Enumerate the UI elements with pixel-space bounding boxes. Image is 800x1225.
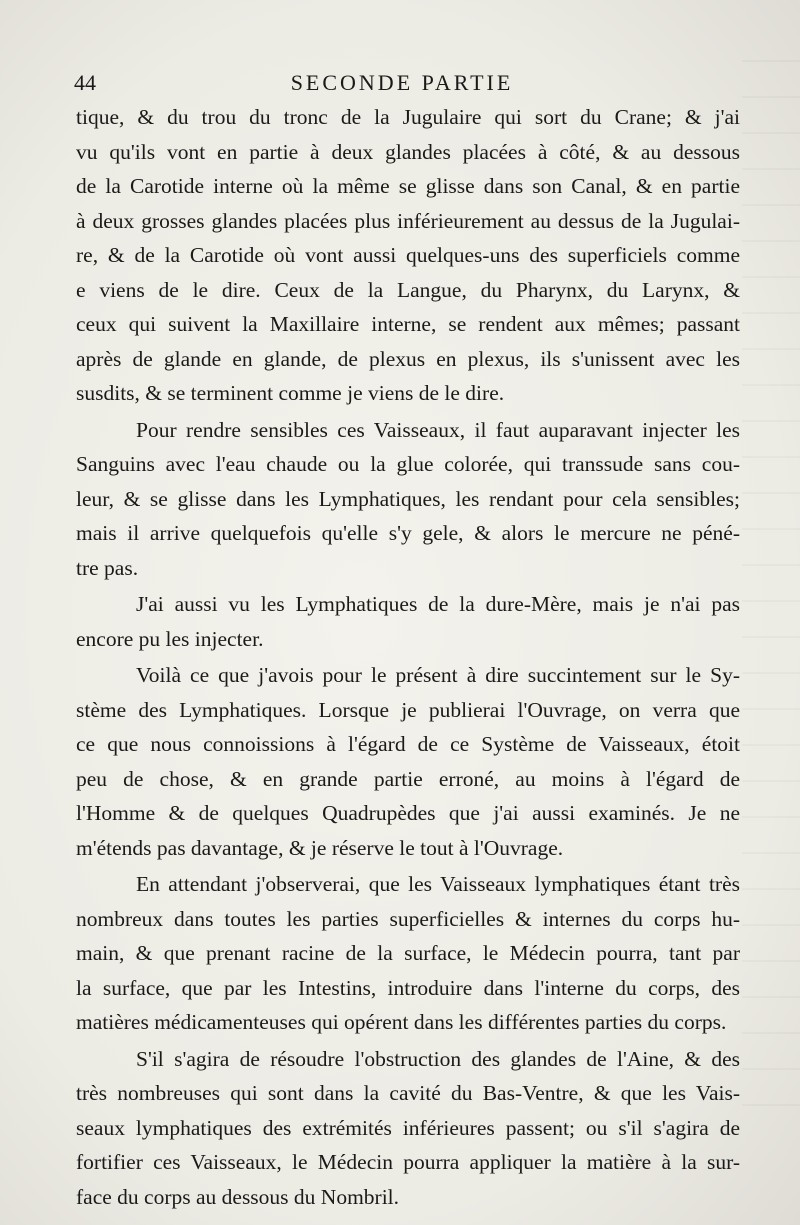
text-line: m'étends pas davantage, & je réserve le tout à l'Ouvrage.	[76, 835, 564, 860]
text-line: leur, & se glisse dans les Lymphatiques, les rendant pour cela sensibles;	[76, 486, 740, 511]
paragraph	[76, 100, 740, 411]
text-line: Voilà ce que j'avois pour le présent à dire succintement sur le Sy-	[136, 663, 740, 687]
body-text	[76, 100, 740, 1214]
text-line: ceux qui suivent la Maxillaire interne, se rendent aux mêmes; passant	[76, 312, 740, 336]
text-line: Sanguins avec l'eau chaude ou la glue colorée, qui transsude sans cou-	[76, 452, 740, 476]
text-line: mais il arrive quelquefois qu'elle s'y gele, & alors le mercure ne péné-	[76, 521, 740, 545]
text-line: re, & de la Carotide où vont aussi quelques-uns des superficiels comme	[76, 243, 740, 267]
show-through-shadow	[742, 60, 800, 1140]
text-line: main, & que prenant racine de la surface, le Médecin pourra, tant par	[76, 941, 740, 965]
text-line: ce que nous connoissions à l'égard de ce Système de Vaisseaux, étoit	[76, 732, 740, 756]
paragraph	[76, 658, 740, 865]
text-line: Pour rendre sensibles ces Vaisseaux, il faut auparavant injecter les	[136, 417, 740, 442]
page-header	[74, 70, 730, 100]
text-line: encore pu les injecter.	[76, 626, 264, 651]
paragraph	[76, 1042, 740, 1215]
running-title: SECONDE PARTIE	[290, 70, 514, 95]
text-line: tique, & du trou du tronc de la Jugulaire qui sort du Crane; & j'ai	[76, 105, 740, 129]
text-line: de la Carotide interne où la même se glisse dans son Canal, & en partie	[76, 174, 740, 198]
text-line: face du corps au dessous du Nombril.	[76, 1184, 400, 1209]
text-line: e viens de le dire. Ceux de la Langue, du Pharynx, du Larynx, &	[76, 277, 740, 302]
text-line: En attendant j'observerai, que les Vaisseaux lymphatiques étant très	[136, 872, 740, 896]
text-line: peu de chose, & en grande partie erroné, au moins à l'égard de	[76, 766, 740, 791]
paragraph	[76, 587, 740, 656]
text-line: très nombreuses qui sont dans la cavité du Bas-Ventre, & que les Vais-	[76, 1081, 740, 1105]
text-line: fortifier ces Vaisseaux, le Médecin pourra appliquer la matière à la sur-	[76, 1150, 740, 1174]
text-line: après de glande en glande, de plexus en plexus, ils s'unissent avec les	[76, 346, 740, 371]
text-line: la surface, que par les Intestins, introduire dans l'interne du corps, des	[76, 975, 740, 1000]
text-line: à deux grosses glandes placées plus inférieurement au dessus de la Jugulai-	[76, 208, 740, 233]
text-line: stème des Lymphatiques. Lorsque je publierai l'Ouvrage, on verra que	[76, 697, 740, 722]
text-line: J'ai aussi vu les Lymphatiques de la dure-Mère, mais je n'ai pas	[136, 592, 740, 616]
paragraph	[76, 867, 740, 1040]
text-line: tre pas.	[76, 555, 139, 580]
text-line: nombreux dans toutes les parties superficielles & internes du corps hu-	[76, 906, 740, 931]
text-line: S'il s'agira de résoudre l'obstruction des glandes de l'Aine, & des	[136, 1046, 740, 1071]
text-line: seaux lymphatiques des extrémités inférieures passent; ou s'il s'agira de	[76, 1115, 740, 1140]
text-line: vu qu'ils vont en partie à deux glandes placées à côté, & au dessous	[76, 139, 740, 164]
page-number: 44	[74, 70, 96, 95]
text-line: susdits, & se terminent comme je viens de le dire.	[76, 381, 505, 405]
text-line: l'Homme & de quelques Quadrupèdes que j'ai aussi examinés. Je ne	[76, 801, 740, 825]
text-line: matières médicamenteuses qui opérent dans les différentes parties du corps.	[76, 1010, 727, 1034]
paragraph	[76, 413, 740, 586]
